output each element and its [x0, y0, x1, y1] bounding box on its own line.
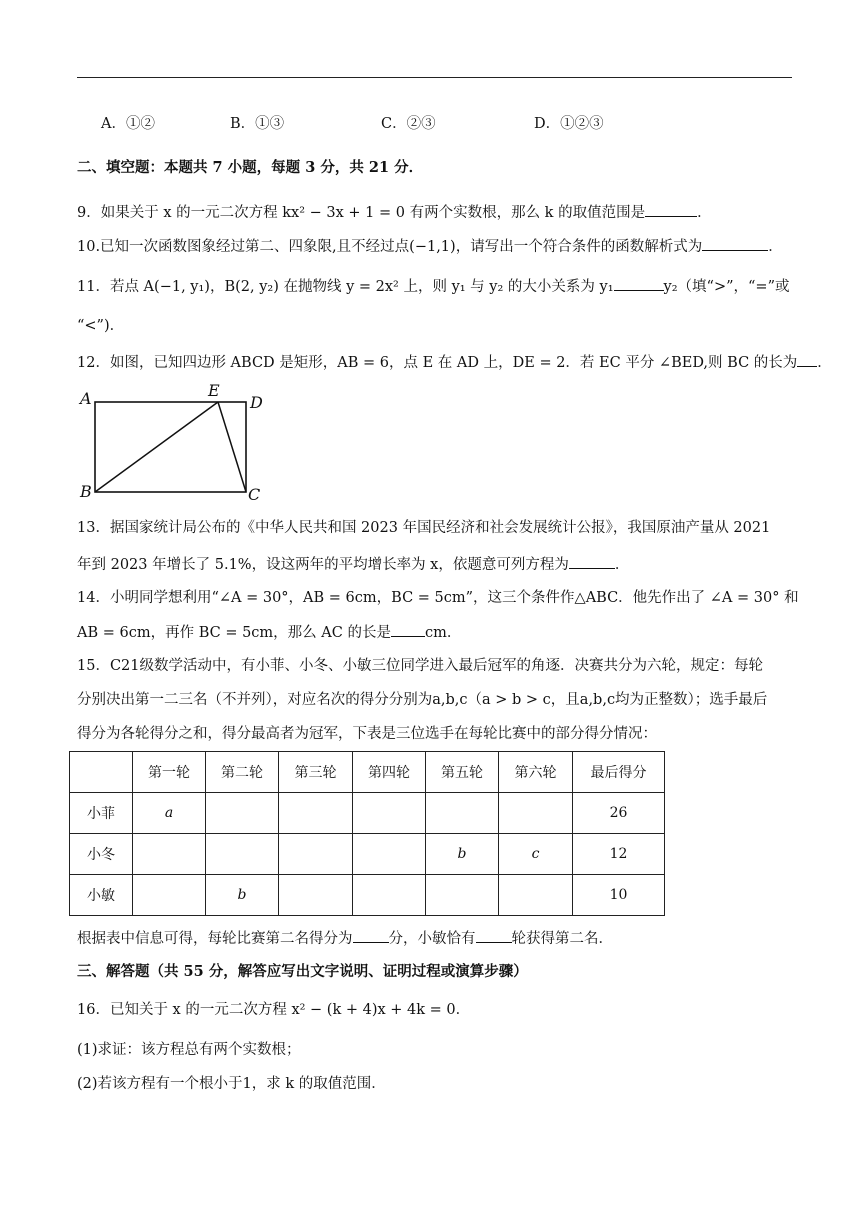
table-row — [70, 793, 665, 834]
table-cell: b — [426, 834, 499, 875]
question-13-line-1: 13．据国家统计局公布的《中华人民共和国 2023 年国民经济和社会发展统计公报》，我国原油产量从 2021 — [77, 520, 771, 536]
question-11 — [77, 276, 790, 297]
vertex-c-label: C — [248, 485, 261, 504]
table-row — [70, 834, 665, 875]
answer-blank — [353, 928, 389, 943]
question-16-part-2: (2)若该方程有一个根小于1，求 k 的取值范围． — [77, 1076, 386, 1092]
question-14-line-2 — [77, 622, 461, 643]
table-cell: c — [499, 834, 573, 875]
question-15-line-1: 15．C21级数学活动中，有小菲、小冬、小敏三位同学进入最后冠军的角逐．决赛共分为六轮，规定：每轮 — [77, 658, 763, 674]
table-cell — [353, 793, 426, 834]
answer-blank — [702, 236, 768, 251]
table-row — [70, 875, 665, 916]
question-15-text-1: 根据表中信息可得，每轮比赛第二名得分为 — [77, 931, 353, 947]
question-14-end: cm． — [424, 625, 462, 641]
rectangle-figure — [70, 380, 280, 505]
table-header-cell: 第四轮 — [353, 752, 426, 793]
table-cell: 小敏 — [70, 875, 133, 916]
segment-ec — [218, 402, 246, 492]
question-10-end: ． — [768, 239, 783, 255]
question-13-end: ． — [614, 557, 630, 573]
table-header-cell: 最后得分 — [573, 752, 665, 793]
question-9 — [77, 202, 712, 223]
table-cell: 12 — [573, 834, 665, 875]
table-cell — [353, 834, 426, 875]
question-12-text: 12．如图，已知四边形 ABCD 是矩形，AB = 6，点 E 在 AD 上，DE = 2．若 EC 平分 ∠BED,则 BC 的长为 — [77, 355, 798, 371]
question-9-end: ． — [697, 205, 712, 221]
question-15-line-2: 分别决出第一二三名（不并列），对应名次的得分分别为a,b,c（a > b > c，且a,b,c均为正整数）；选手最后 — [77, 692, 768, 708]
question-15-line-3: 得分为各轮得分之和，得分最高者为冠军，下表是三位选手在每轮比赛中的部分得分情况： — [77, 726, 657, 742]
question-16: 16．已知关于 x 的一元二次方程 x² − (k + 4)x + 4k = 0． — [77, 1002, 471, 1018]
answer-blank — [645, 202, 697, 217]
question-10 — [77, 236, 783, 257]
table-cell: 小菲 — [70, 793, 133, 834]
table-cell — [206, 834, 279, 875]
option-b: B．①③ — [230, 116, 285, 132]
answer-blank — [614, 276, 664, 291]
segment-be — [95, 402, 218, 492]
table-cell — [353, 875, 426, 916]
question-15-line-4 — [77, 928, 613, 949]
table-cell: 10 — [573, 875, 665, 916]
question-11-text-a: 11．若点 A(−1, y₁)，B(2, y₂) 在抛物线 y = 2x² 上，则 y₁ 与 y₂ 的大小关系为 y₁ — [77, 279, 614, 295]
option-c: C．②③ — [381, 116, 436, 132]
table-header-cell — [70, 752, 133, 793]
table-header-cell: 第三轮 — [279, 752, 353, 793]
question-12 — [77, 352, 832, 373]
answer-blank — [476, 928, 512, 943]
question-10-text: 10.已知一次函数图象经过第二、四象限,且不经过点(−1,1)，请写出一个符合条件的函数解析式为 — [77, 239, 703, 255]
answer-blank — [569, 554, 615, 569]
option-a: A．①② — [101, 116, 155, 132]
table-cell: 小冬 — [70, 834, 133, 875]
question-9-text: 9．如果关于 x 的一元二次方程 kx² − 3x + 1 = 0 有两个实数根，那么 k 的取值范围是 — [77, 205, 646, 221]
table-cell: a — [133, 793, 206, 834]
question-16-part-1: (1)求证：该方程总有两个实数根； — [77, 1042, 301, 1058]
vertex-a-label: A — [80, 389, 92, 408]
question-13-line-2 — [77, 554, 629, 575]
question-14-text: AB = 6cm，再作 BC = 5cm，那么 AC 的长是 — [77, 625, 391, 641]
table-cell — [426, 875, 499, 916]
rectangle-abcd — [95, 402, 246, 492]
table-cell — [426, 793, 499, 834]
question-15-text-2: 分，小敏恰有 — [388, 931, 476, 947]
table-cell: 26 — [573, 793, 665, 834]
question-11-text-b: y₂（填“>”，“=”或 — [663, 279, 790, 295]
table-cell — [279, 793, 353, 834]
vertex-e-label: E — [208, 381, 220, 400]
question-14-line-1: 14．小明同学想利用“∠A = 30°，AB = 6cm，BC = 5cm”，这三个条件作△ABC．他先作出了 ∠A = 30° 和 — [77, 590, 799, 606]
table-header-row — [70, 752, 665, 793]
question-12-end: ． — [817, 355, 832, 371]
vertex-b-label: B — [80, 482, 92, 501]
header-rule — [77, 77, 792, 78]
table-header-cell: 第二轮 — [206, 752, 279, 793]
question-15-text-3: 轮获得第二名． — [511, 931, 613, 947]
table-cell — [133, 834, 206, 875]
table-cell — [499, 793, 573, 834]
score-table — [69, 751, 665, 916]
option-d: D．①②③ — [534, 116, 604, 132]
section-2-heading: 二、填空题：本题共 7 小题，每题 3 分，共 21 分． — [77, 159, 424, 176]
table-header-cell: 第一轮 — [133, 752, 206, 793]
question-11-cont: “<”)． — [77, 318, 125, 334]
section-3-heading: 三、解答题（共 55 分，解答应写出文字说明、证明过程或演算步骤） — [77, 963, 528, 980]
table-cell: b — [206, 875, 279, 916]
table-header-cell: 第五轮 — [426, 752, 499, 793]
table-cell — [499, 875, 573, 916]
answer-blank — [797, 352, 817, 367]
table-header-cell: 第六轮 — [499, 752, 573, 793]
answer-blank — [391, 622, 425, 637]
table-cell — [133, 875, 206, 916]
question-13-text: 年到 2023 年增长了 5.1%，设这两年的平均增长率为 x，依题意可列方程为 — [77, 557, 569, 573]
table-cell — [206, 793, 279, 834]
table-cell — [279, 834, 353, 875]
vertex-d-label: D — [250, 393, 263, 412]
table-cell — [279, 875, 353, 916]
